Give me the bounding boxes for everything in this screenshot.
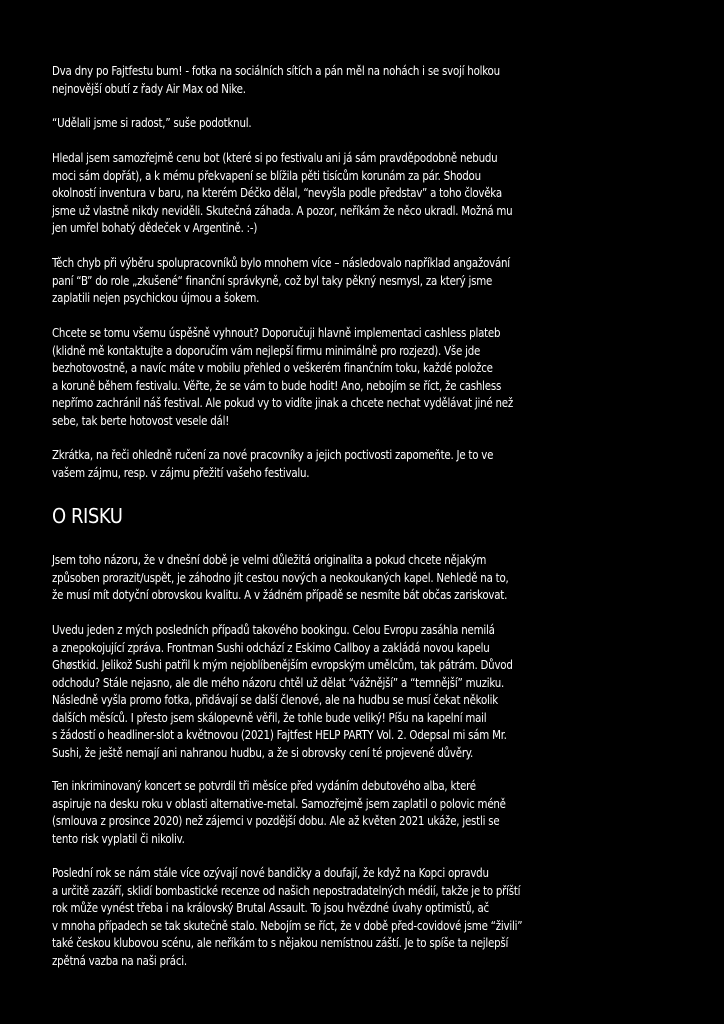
text-line: jsme už vlastně nikdy neviděli. Skutečná záhada. A pozor, neříkám že něco ukradl. Možná mu xyxy=(52,202,513,218)
paragraph xyxy=(52,254,692,307)
text-line: Dva dny po Fajtfestu bum! - fotka na sociálních sítích a pán měl na nohách i se svojí holkou xyxy=(52,63,500,78)
section-heading: O RISKU xyxy=(52,504,123,528)
text-line: moci sám dopřát), a k mému překvapení se blížila pěti tisícům korunám za pár. Shodou xyxy=(52,167,481,183)
paragraph xyxy=(52,324,692,429)
text-line: paní “B” do role „zkušené“ finanční správkyně, což byl taky pěkný nesmysl, za který jsme xyxy=(52,272,493,288)
text-line: rok může vynést třeba i na královský Brutal Assault. To jsou hvězdné úvahy optimistů, ač xyxy=(52,900,489,915)
paragraph xyxy=(52,777,692,847)
paragraph xyxy=(52,114,692,132)
paragraph xyxy=(52,864,692,969)
text-line: také českou klubovou scénu, ale neříkám to s nějakou nemístnou záští. Je to spíše ta nejlepší xyxy=(52,935,509,950)
text-line: Chcete se tomu všemu úspěšně vyhnout? Doporučuji hlavně implementaci cashless plateb xyxy=(52,325,501,340)
text-line: Poslední rok se nám stále více ozývají nové bandičky a doufají, že když na Kopci opravdu xyxy=(52,865,489,880)
text-line: a znepokojující zpráva. Frontman Sushi odchází z Eskimo Callboy a zakládá novou kapelu xyxy=(52,639,490,655)
text-line: způsoben prorazit/uspět, je záhodno jít cestou nových a neokoukaných kapel. Nehledě na to, xyxy=(52,569,509,585)
text-line: okolností inventura v baru, na kterém Déčko dělal, “nevyšla podle představ” a toho člověka xyxy=(52,185,502,200)
paragraph xyxy=(52,551,692,604)
paragraph xyxy=(52,62,692,97)
text-line: Zkrátka, na řeči ohledně ručení za nové pracovníky a jejich poctivosti zapomeňte. Je to ve xyxy=(52,447,494,462)
text-line: jen umřel bohatý dědeček v Argentině. :-) xyxy=(52,220,258,235)
text-line: bezhotovostně, a navíc máte v mobilu přehled o veškerém finančním toku, každé položce xyxy=(52,360,493,375)
text-line: (smlouva z prosince 2020) než zájemci v pozdější dobu. Ale až květen 2021 ukáže, jestli se xyxy=(52,813,500,828)
text-line: odchodu? Stále nejasno, ale dle mého názoru chtěl už dělat “vážnější” a “temnější” muziku. xyxy=(52,674,505,690)
text-line: tento risk vyplatil či nikoliv. xyxy=(52,830,185,846)
text-line: a koruně během festivalu. Věřte, že se vám to bude hodit! Ano, nebojím se říct, že cashless xyxy=(52,377,502,393)
text-line: s žádostí o headliner-slot a květnovou (2021) Fajtfest HELP PARTY Vol. 2. Odepsal mi sám Mr. xyxy=(52,727,507,742)
text-line: nejnovější obutí z řady Air Max od Nike. xyxy=(52,80,246,96)
paragraph xyxy=(52,149,692,237)
text-line: zpětná vazba na naši práci. xyxy=(52,952,187,968)
text-line: Ten inkriminovaný koncert se potvrdil tři měsíce před vydáním debutového alba, které xyxy=(52,778,476,793)
text-line: Jsem toho názoru, že v dnešní době je velmi důležitá originalita a pokud chcete nějakým xyxy=(52,552,487,567)
text-line: Těch chyb při výběru spolupracovníků bylo mnohem více – následovalo například angažování xyxy=(52,255,510,270)
text-line: Ghøstkid. Jelikož Sushi patřil k mým nejoblíbenějším evropským umělcům, tak pátrám. Důvod xyxy=(52,657,513,672)
text-line: aspiruje na desku roku v oblasti alternative-metal. Samozřejmě jsem zaplatil o polovic méně xyxy=(52,795,506,811)
text-line: (klidně mě kontaktujte a doporučím vám nejlepší firmu minimálně pro rozjezd). Vše jde xyxy=(52,342,481,358)
text-line: Uvedu jeden z mých posledních případů takového bookingu. Celou Evropu zasáhla nemilá xyxy=(52,622,495,637)
text-line: Následně vyšla promo fotka, přidávají se další členové, ale na hudbu se musí čekat několik xyxy=(52,692,498,707)
text-line: Hledal jsem samozřejmě cenu bot (které si po festivalu ani já sám pravděpodobně nebudu xyxy=(52,150,498,165)
paragraph xyxy=(52,621,692,761)
text-line: nepřímo zachránil náš festival. Ale pokud vy to vidíte jinak a chcete nechat vydělávat jiné než xyxy=(52,395,514,410)
text-line: zaplatili nejen psychickou újmou a šokem. xyxy=(52,290,260,305)
text-line: “Udělali jsme si radost,” suše podotknul. xyxy=(52,115,252,130)
text-line: sebe, tak berte hotovost vesele dál! xyxy=(52,412,230,428)
text-line: dalších měsíců. I přesto jsem skálopevně věřil, že tohle bude veliký! Píšu na kapelní mail xyxy=(52,709,487,725)
text-line: a určitě zazáří, sklidí bombastické recenze od našich nepostradatelných médií, takže je to příští xyxy=(52,882,521,898)
text-line: v mnoha případech se tak skutečně stalo. Nebojím se říct, že v době před-covidové jsme “živili” xyxy=(52,917,523,933)
paragraph xyxy=(52,446,692,481)
text-line: že musí mít dotyční obrovskou kvalitu. A v žádném případě se nesmíte bát občas zariskovat. xyxy=(52,587,508,602)
text-line: Sushi, že ještě nemají ani nahranou hudbu, a že si obrovsky cení té projevené důvěry. xyxy=(52,744,474,760)
text-line: vašem zájmu, resp. v zájmu přežití vašeho festivalu. xyxy=(52,464,310,480)
